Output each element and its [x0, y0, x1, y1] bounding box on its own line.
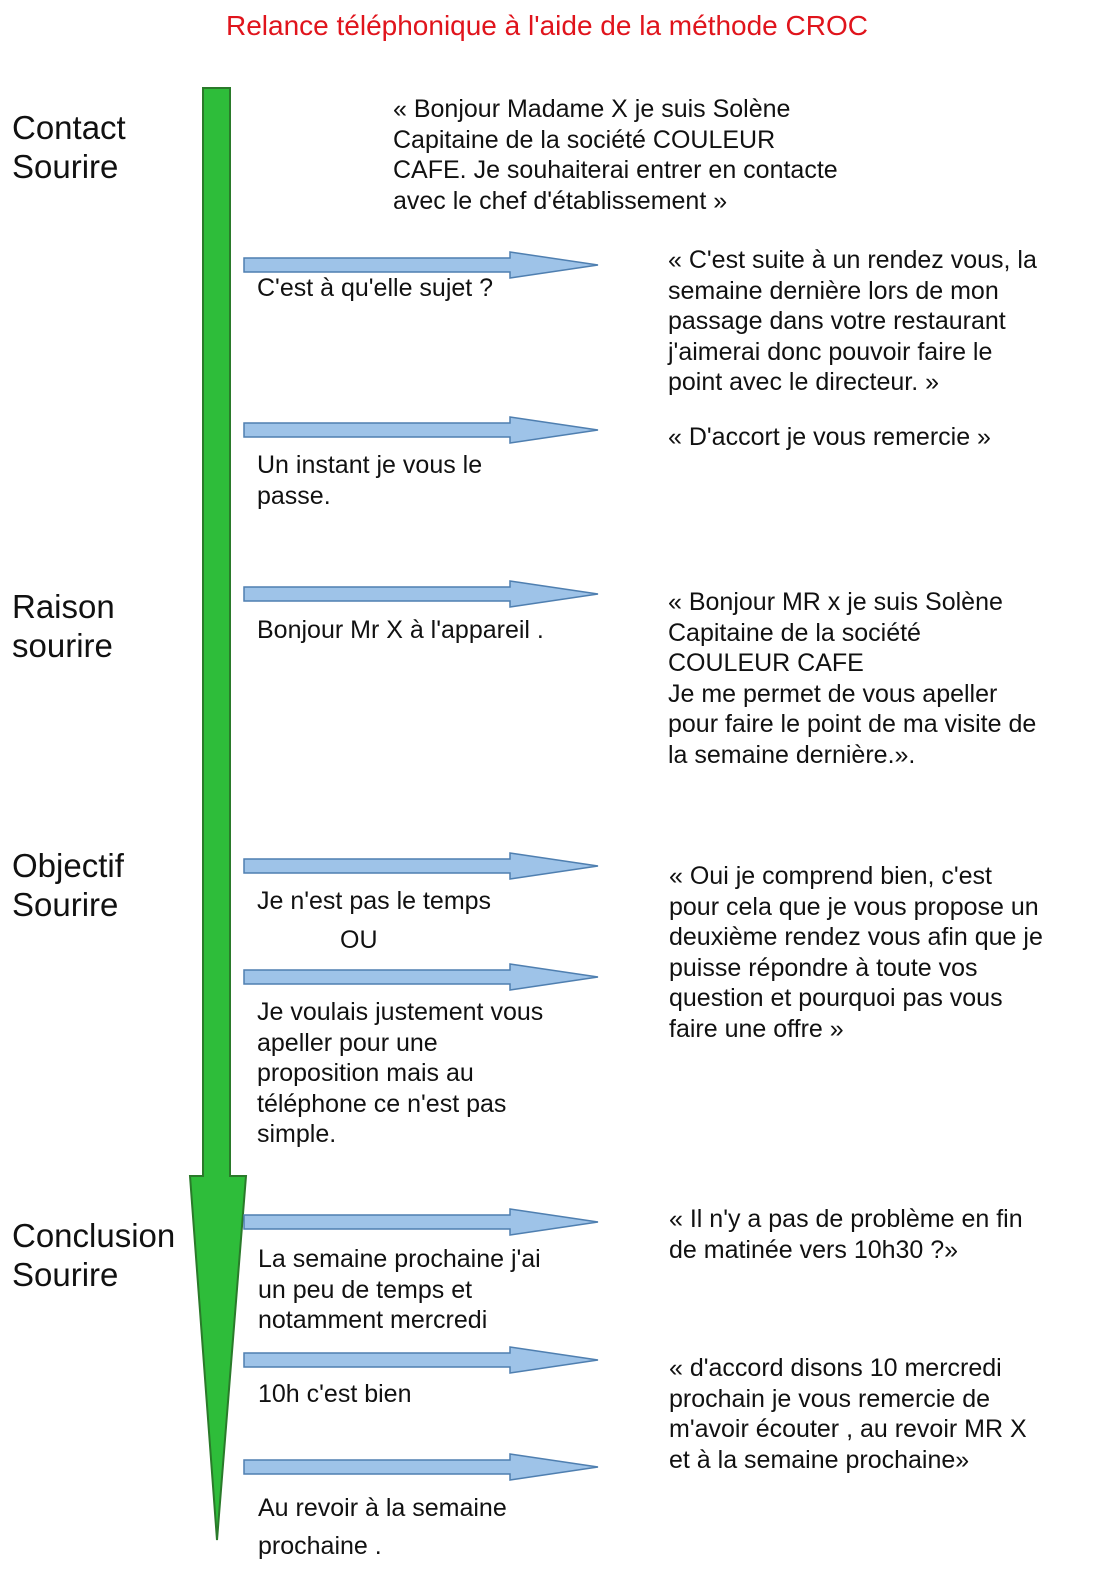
section-conclusion: Conclusion Sourire	[12, 1217, 176, 1293]
response-3: Bonjour Mr X à l'appareil .	[257, 616, 544, 644]
response-7: 10h c'est bien	[258, 1380, 412, 1408]
dialogue-arrow-5	[244, 964, 598, 990]
response-8: Au revoir à la semaine prochaine .	[258, 1494, 507, 1560]
response-2: Un instant je vous le passe.	[257, 451, 483, 510]
response-1: C'est à qu'elle sujet ?	[257, 274, 494, 302]
response-6: La semaine prochaine j'ai un peu de temps et notamment mercredi	[258, 1245, 541, 1334]
caller-line-3: « D'accort je vous remercie »	[668, 423, 991, 451]
caller-line-2: « C'est suite à un rendez vous, la semaine dernière lors de mon passage dans votre restaurant j'aimerai donc pouvoir faire le point avec le directeur. »	[668, 246, 1037, 396]
dialogue-arrow-6	[244, 1209, 598, 1235]
caller-line-7: « d'accord disons 10 mercredi prochain je vous remercie de m'avoir écouter , au revoir MR X et à la semaine prochaine»	[669, 1354, 1027, 1474]
caller-line-6: « Il n'y a pas de problème en fin de matinée vers 10h30 ?»	[669, 1205, 1023, 1264]
dialogue-arrow-7	[244, 1347, 598, 1373]
section-raison: Raison sourire	[12, 588, 115, 664]
response-4: Je n'est pas le temps	[257, 887, 492, 915]
dialogue-arrow-8	[244, 1454, 598, 1480]
dialogue-arrow-2	[244, 417, 598, 443]
caller-line-5: « Oui je comprend bien, c'est pour cela que je vous propose un deuxième rendez vous afin que je puisse répondre à toute vos question et pourquoi pas vous faire une offre »	[669, 862, 1043, 1043]
response-5: Je voulais justement vous apeller pour une proposition mais au téléphone ce n'est pas simple.	[257, 998, 544, 1148]
response-or: OU	[340, 926, 378, 954]
diagram-title: Relance téléphonique à l'aide de la méthode CROC	[226, 10, 868, 41]
main-timeline-arrow	[190, 88, 246, 1540]
caller-line-1: « Bonjour Madame X je suis Solène Capitaine de la société COULEUR CAFE. Je souhaiterai entrer en contacte avec le chef d'établissement »	[393, 95, 838, 215]
dialogue-arrow-3	[244, 581, 598, 607]
section-contact: Contact Sourire	[12, 109, 126, 185]
section-objectif: Objectif Sourire	[12, 847, 124, 923]
caller-line-4: « Bonjour MR x je suis Solène Capitaine de la société COULEUR CAFE Je me permet de vous apeller pour faire le point de ma visite de la semaine dernière.».	[668, 588, 1037, 769]
dialogue-arrow-4	[244, 853, 598, 879]
